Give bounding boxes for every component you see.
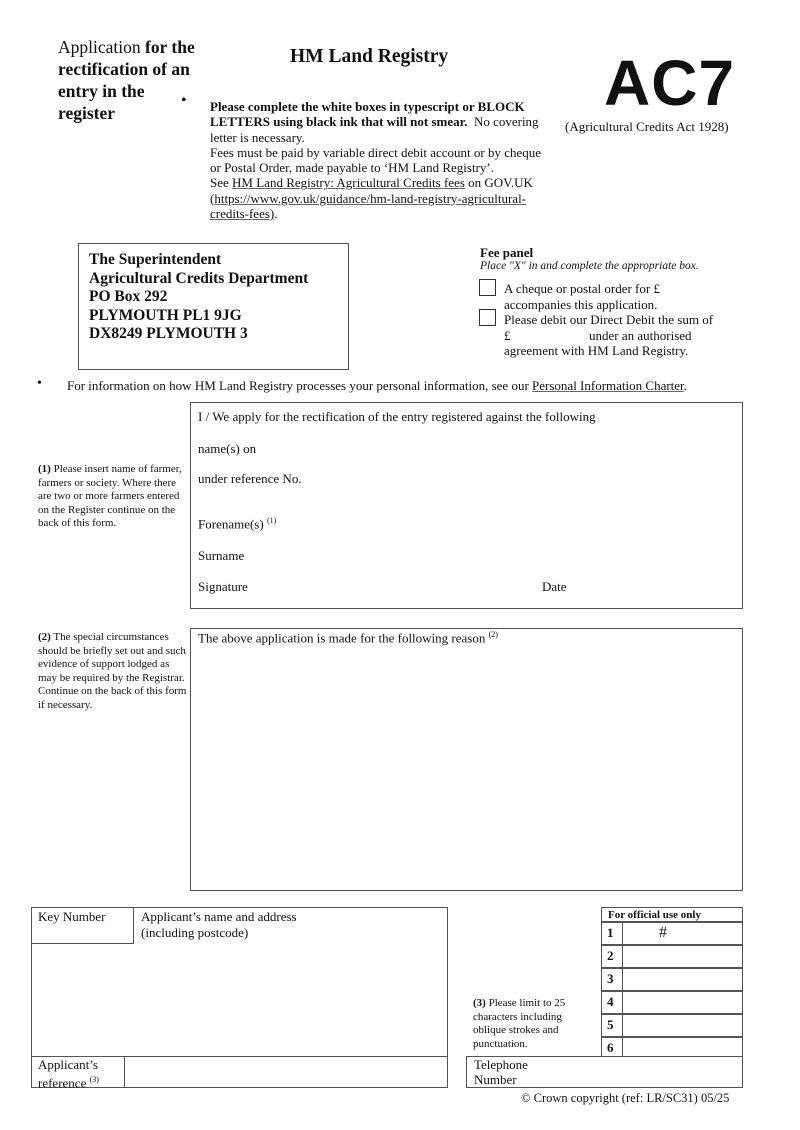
fee-panel-subtitle: Place "X" in and complete the appropriate box. xyxy=(480,260,699,272)
fee-panel-title: Fee panel xyxy=(480,245,534,260)
instructions-see: See xyxy=(210,175,229,191)
official-use-row-value[interactable] xyxy=(622,1014,743,1037)
privacy-notice xyxy=(67,378,687,394)
privacy-end: . xyxy=(683,378,687,393)
address-line-1: The Superintendent xyxy=(89,251,222,268)
official-use-row-label: 1 xyxy=(607,925,614,940)
applicant-name-address-field[interactable] xyxy=(31,944,448,1056)
surname-label: Surname xyxy=(198,548,245,563)
signature-label: Signature xyxy=(198,579,248,594)
instructions xyxy=(210,99,555,221)
address-box xyxy=(78,243,349,370)
official-use-title: For official use only xyxy=(608,909,701,921)
key-number-divider xyxy=(133,907,134,944)
official-use-row-value[interactable] xyxy=(622,1037,743,1057)
forenames-label xyxy=(198,516,276,532)
applicant-reference-text: Applicant’s reference xyxy=(38,1057,98,1091)
reason-text: The above application is made for the following reason xyxy=(198,630,486,646)
note-3 xyxy=(473,997,585,1051)
instructions-bold: Please complete the white boxes in typescript or BLOCK LETTERS using black ink that will not smear. xyxy=(210,99,525,130)
apply-statement: I / We apply for the rectification of the entry registered against the following xyxy=(198,409,596,424)
instructions-normal: No covering letter is necessary. xyxy=(210,114,539,145)
date-label: Date xyxy=(542,579,567,594)
note-2 xyxy=(38,631,188,712)
fees-guidance-link[interactable]: HM Land Registry: Agricultural Credits fees xyxy=(232,175,465,191)
official-use-row-label: 2 xyxy=(607,948,614,963)
telephone-label: Telephone Number xyxy=(474,1057,528,1087)
fees-guidance-url[interactable]: (https://www.gov.uk/guidance/hm-land-registry-agricultural-credits-fees) xyxy=(210,190,527,222)
reason-sup: (2) xyxy=(488,630,498,639)
instructions-end: . xyxy=(274,206,278,222)
applicant-reference-field[interactable] xyxy=(125,1057,447,1087)
copyright-footer: © Crown copyright (ref: LR/SC31) 05/25 xyxy=(521,1091,730,1105)
forenames-text: Forename(s) xyxy=(198,516,264,532)
official-use-row-label: 6 xyxy=(607,1040,614,1055)
applicant-name-address-label: Applicant’s name and address (including postcode) xyxy=(141,909,297,940)
key-number-label: Key Number xyxy=(38,909,106,924)
names-label: name(s) on xyxy=(198,441,257,456)
address-line-5: DX8249 PLYMOUTH 3 xyxy=(89,325,248,342)
official-use-header xyxy=(601,907,743,922)
official-use-row-value[interactable] xyxy=(622,922,743,945)
official-use-row-value[interactable] xyxy=(622,968,743,991)
personal-information-charter-link[interactable]: Personal Information Charter xyxy=(532,378,684,393)
instructions-on: on GOV.UK xyxy=(468,175,533,191)
official-use-row-label: 4 xyxy=(607,994,614,1009)
note-1 xyxy=(38,463,186,531)
official-use-row-value[interactable] xyxy=(622,945,743,968)
fee-option-dd-authorised: under an authorised xyxy=(589,327,692,343)
instructions-bullet: • xyxy=(181,92,187,109)
note-1-number: (1) xyxy=(38,463,51,475)
forenames-sup: (1) xyxy=(266,516,277,525)
form-title xyxy=(58,36,198,124)
applicant-reference-sup: (3) xyxy=(89,1075,99,1084)
instructions-fees: Fees must be paid by variable direct debit account or by cheque or Postal Order, made payable to ‘HM Land Registry’. xyxy=(210,144,542,176)
note-2-number: (2) xyxy=(38,631,51,643)
official-use-hash: # xyxy=(659,924,667,941)
address-line-3: PO Box 292 xyxy=(89,288,168,305)
fee-option-dd-line1: Please debit our Direct Debit the sum of xyxy=(504,312,714,327)
official-use-row-value[interactable] xyxy=(622,991,743,1014)
official-use-row-number xyxy=(601,968,623,991)
address-line-2: Agricultural Credits Department xyxy=(89,269,309,287)
note-3-number: (3) xyxy=(473,997,486,1009)
act-reference: (Agricultural Credits Act 1928) xyxy=(565,119,729,134)
official-use-row-number xyxy=(601,1014,623,1037)
applicant-reference-label xyxy=(38,1057,124,1090)
form-title-part2: for the rectification of an entry in the register xyxy=(58,37,195,123)
form-title-part1: Application xyxy=(58,37,145,57)
fee-option-cheque-line1: A cheque or postal order for £ xyxy=(504,281,660,296)
address-line-4: PLYMOUTH PL1 9JG xyxy=(89,306,242,324)
fee-option-dd-line2 xyxy=(504,328,744,344)
official-use-row-number xyxy=(601,945,623,968)
fee-option-dd-pound: £ xyxy=(504,327,511,343)
fee-direct-debit-checkbox[interactable] xyxy=(479,309,496,326)
fee-option-dd-line3: agreement with HM Land Registry. xyxy=(504,343,689,358)
note-2-text: The special circumstances should be briefly set out and such evidence of support lodged as may be required by the Registrar. Continue on the back of this form if necessary. xyxy=(38,631,187,711)
official-use-row-number xyxy=(601,991,623,1014)
official-use-row-label: 5 xyxy=(607,1017,614,1032)
application-panel[interactable] xyxy=(190,402,743,609)
fee-cheque-checkbox[interactable] xyxy=(479,279,496,296)
official-use-row-number xyxy=(601,922,623,945)
privacy-bullet: • xyxy=(37,376,42,391)
reference-label: under reference No. xyxy=(198,471,302,486)
privacy-text: For information on how HM Land Registry processes your personal information, see our xyxy=(67,378,529,393)
registry-name: HM Land Registry xyxy=(290,46,449,67)
key-number-field[interactable] xyxy=(31,907,133,943)
telephone-field[interactable] xyxy=(545,1057,742,1087)
form-code: AC7 xyxy=(604,47,736,119)
official-use-row-number xyxy=(601,1037,623,1057)
fee-option-cheque xyxy=(504,281,660,312)
reason-panel[interactable] xyxy=(190,628,743,891)
fee-option-direct-debit xyxy=(504,312,744,359)
official-use-row-label: 3 xyxy=(607,971,614,986)
fee-option-cheque-line2: accompanies this application. xyxy=(504,296,658,312)
note-1-text: Please insert name of farmer, farmers or society. Where there are two or more farmers entered on the Register continue on the back of this form. xyxy=(38,463,182,529)
note-3-text: Please limit to 25 characters including oblique strokes and punctuation. xyxy=(473,997,566,1050)
reason-label xyxy=(198,630,498,646)
